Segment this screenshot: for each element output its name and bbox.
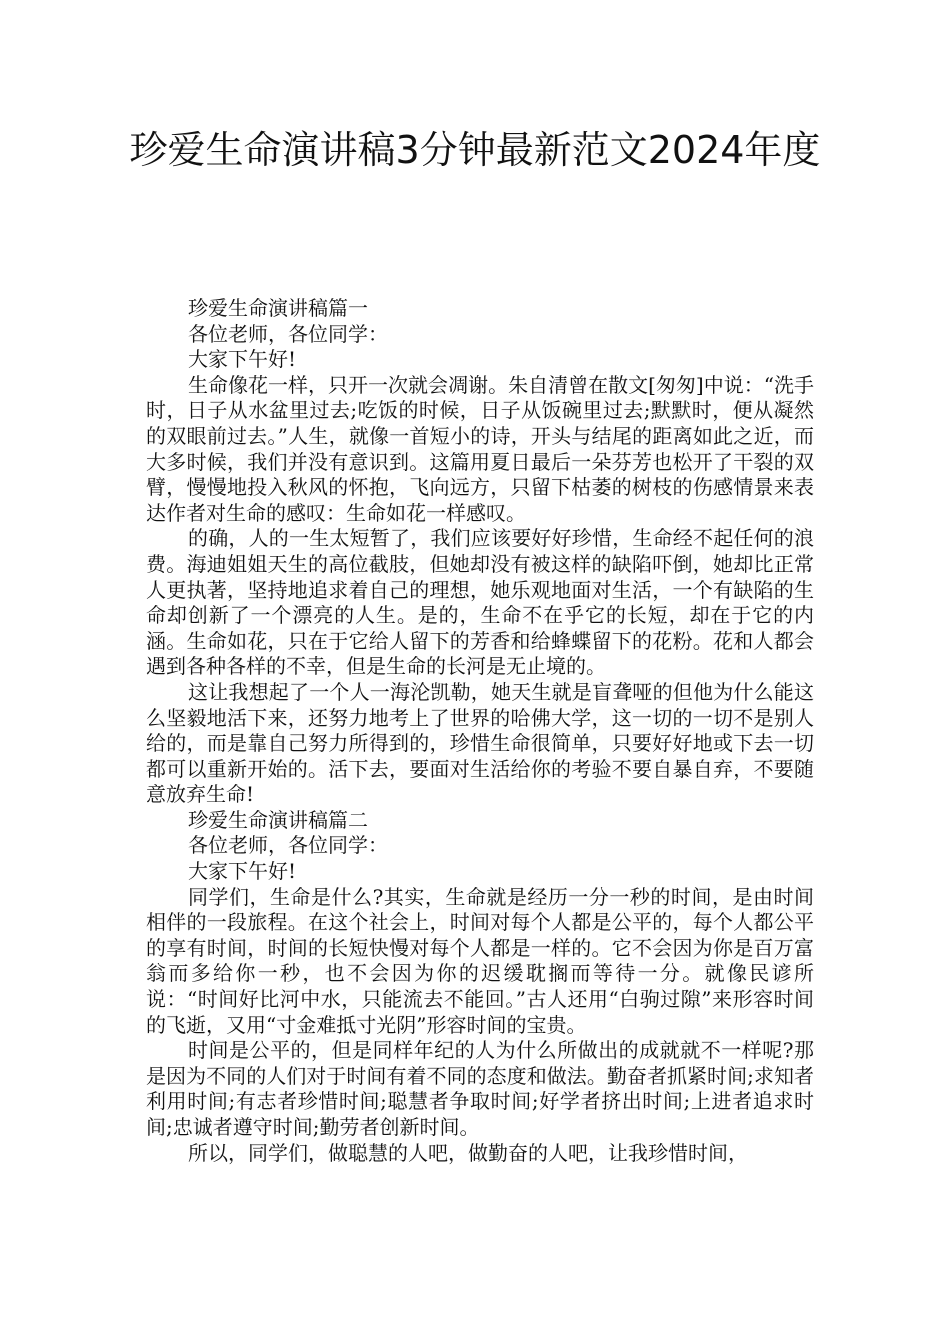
body-paragraph: 所以，同学们，做聪慧的人吧，做勤奋的人吧，让我珍惜时间， [188,1140,748,1165]
body-paragraph: 同学们，生命是什么?其实，生命就是经历一分一秒的时间，是由时间相伴的一段旅程。在这个社会上，时间对每个人都是公平的，每个人都公平的享有时间，时间的长短快慢对每个人都是一样的。它不会因为你是百万富翁而多给你一秒，也不会因为你的迟缓耽搁而等待一分。就像民谚所说：“时间好比河中水，只能流去不能回。”古人还用“白驹过隙”来形容时间的飞逝，又用“寸金难抵寸光阴”形容时间的宝贵。 [146,884,814,1037]
greeting: 大家下午好! [188,347,297,372]
section-heading-1: 珍爱生命演讲稿篇一 [188,296,368,320]
greeting: 大家下午好! [188,859,297,884]
body-paragraph: 这让我想起了一个人一海沦凯勒，她天生就是盲聋哑的但他为什么能这么坚毅地活下来，还努力地考上了世界的哈佛大学，这一切的一切不是别人给的，而是靠自己努力所得到的，珍惜生命很简单，只要好好地或下去一切都可以重新开始的。活下去，要面对生活给你的考验不要自暴自弃，不要随意放弃生命! [146,679,814,807]
body-paragraph: 的确，人的一生太短暂了，我们应该要好好珍惜，生命经不起任何的浪费。海迪姐姐天生的高位截肢，但她却没有被这样的缺陷吓倒，她却比正常人更执著，坚持地追求着自己的理想，她乐观地面对生活，一个有缺陷的生命却创新了一个漂亮的人生。是的，生命不在乎它的长短，却在于它的内涵。生命如花，只在于它给人留下的芳香和给蜂蝶留下的花粉。花和人都会遇到各种各样的不幸，但是生命的长河是无止境的。 [146,526,814,679]
document-body [146,296,814,1166]
document-title: 珍爱生命演讲稿3分钟最新范文2024年度 [129,128,821,172]
salutation: 各位老师，各位同学： [188,321,388,346]
section-heading-2: 珍爱生命演讲稿篇二 [188,807,368,832]
body-paragraph: 时间是公平的，但是同样年纪的人为什么所做出的成就就不一样呢?那是因为不同的人们对于时间有着不同的态度和做法。勤奋者抓紧时间;求知者利用时间;有志者珍惜时间;聪慧者争取时间;好学者挤出时间;上进者追求时间;忠诚者遵守时间;勤劳者创新时间。 [146,1038,814,1139]
body-paragraph: 生命像花一样，只开一次就会凋谢。朱自清曾在散文[匆匆]中说：“洗手时，日子从水盆里过去;吃饭的时候，日子从饭碗里过去;默默时，便从凝然的双眼前过去。”人生，就像一首短小的诗，开头与结尾的距离如此之近，而大多时候，我们并没有意识到。这篇用夏日最后一朵芬芳也松开了干裂的双臂，慢慢地投入秋风的怀抱，飞向远方，只留下枯萎的树枝的伤感情景来表达作者对生命的感叹：生命如花一样感叹。 [146,372,814,525]
salutation: 各位老师，各位同学： [188,833,388,858]
